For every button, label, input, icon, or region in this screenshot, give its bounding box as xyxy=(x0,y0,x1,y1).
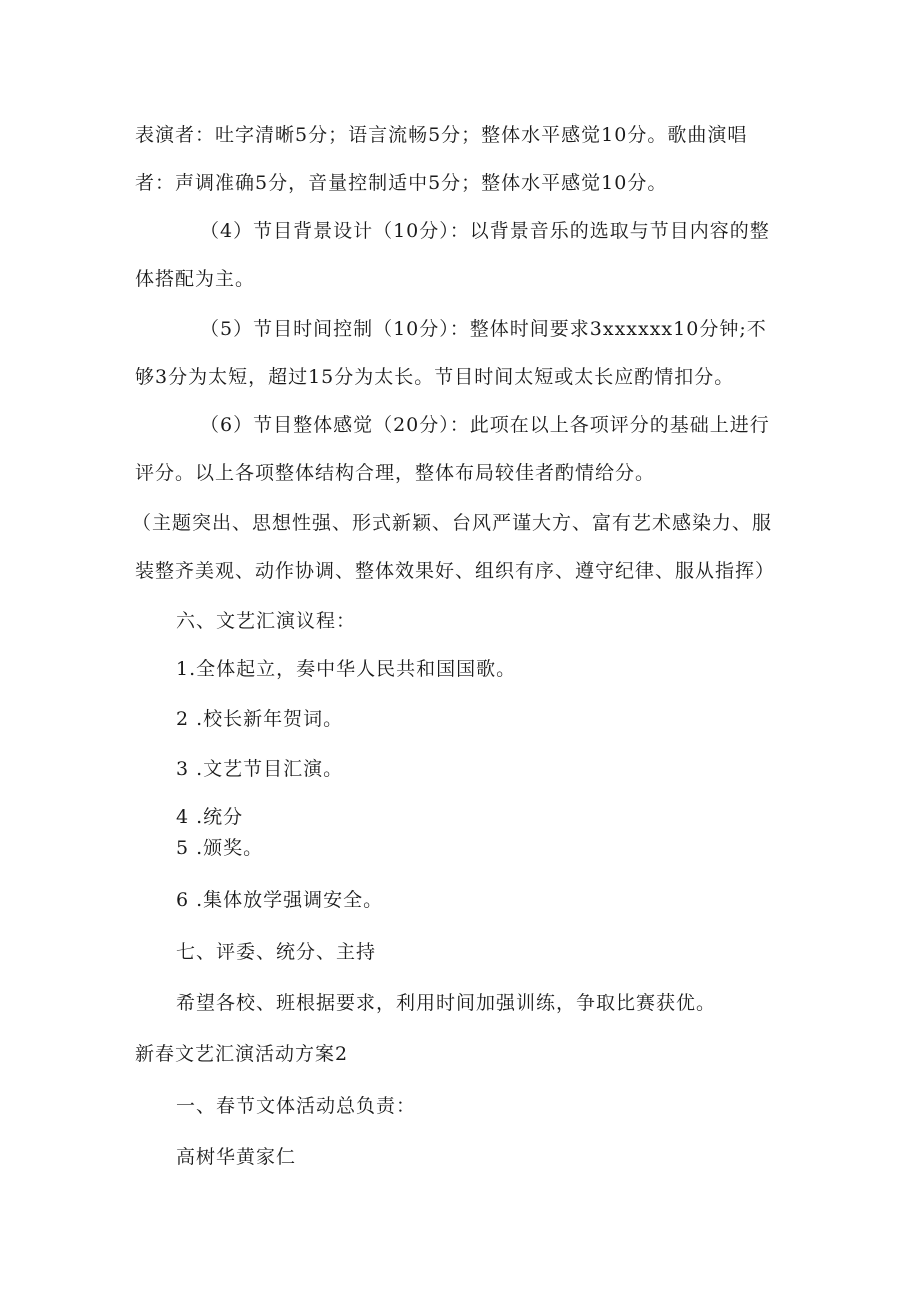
section-heading: 七、评委、统分、主持 xyxy=(176,941,377,963)
paragraph-line: 体搭配为主。 xyxy=(135,268,256,290)
paragraph-line: 希望各校、班根据要求，利用时间加强训练，争取比赛获优。 xyxy=(176,992,717,1014)
paragraph-line: （4）节目背景设计（10分）：以背景音乐的选取与节目内容的整 xyxy=(200,220,770,242)
document-title: 新春文艺汇演活动方案2 xyxy=(135,1043,349,1065)
list-item: 2 .校长新年贺词。 xyxy=(176,708,344,730)
list-item: 4 .统分 xyxy=(176,806,244,828)
paragraph-line: （6）节目整体感觉（20分）：此项在以上各项评分的基础上进行 xyxy=(200,414,770,436)
list-item: 1.全体起立，奏中华人民共和国国歌。 xyxy=(176,658,517,680)
paragraph-line: 够3分为太短，超过15分为太长。节目时间太短或太长应酌情扣分。 xyxy=(135,366,735,388)
paragraph-line: （主题突出、思想性强、形式新颖、台风严谨大方、富有艺术感染力、服 xyxy=(132,512,773,534)
paragraph-line: 表演者：吐字清晰5分；语言流畅5分；整体水平感觉10分。歌曲演唱 xyxy=(135,124,748,146)
paragraph-line: 评分。以上各项整体结构合理，整体布局较佳者酌情给分。 xyxy=(135,462,656,484)
section-heading: 一、春节文体活动总负责： xyxy=(176,1095,417,1117)
paragraph-line: 者：声调准确5分，音量控制适中5分；整体水平感觉10分。 xyxy=(135,172,668,194)
list-item: 3 .文艺节目汇演。 xyxy=(176,758,344,780)
paragraph-line: 高树华黄家仁 xyxy=(176,1146,297,1168)
section-heading: 六、文艺汇演议程： xyxy=(176,610,357,632)
list-item: 5 .颁奖。 xyxy=(176,837,264,859)
list-item: 6 .集体放学强调安全。 xyxy=(176,889,384,911)
paragraph-line: 装整齐美观、动作协调、整体效果好、组织有序、遵守纪律、服从指挥） xyxy=(135,560,776,582)
paragraph-line: （5）节目时间控制（10分）：整体时间要求3xxxxxx10分钟;不 xyxy=(200,318,767,340)
